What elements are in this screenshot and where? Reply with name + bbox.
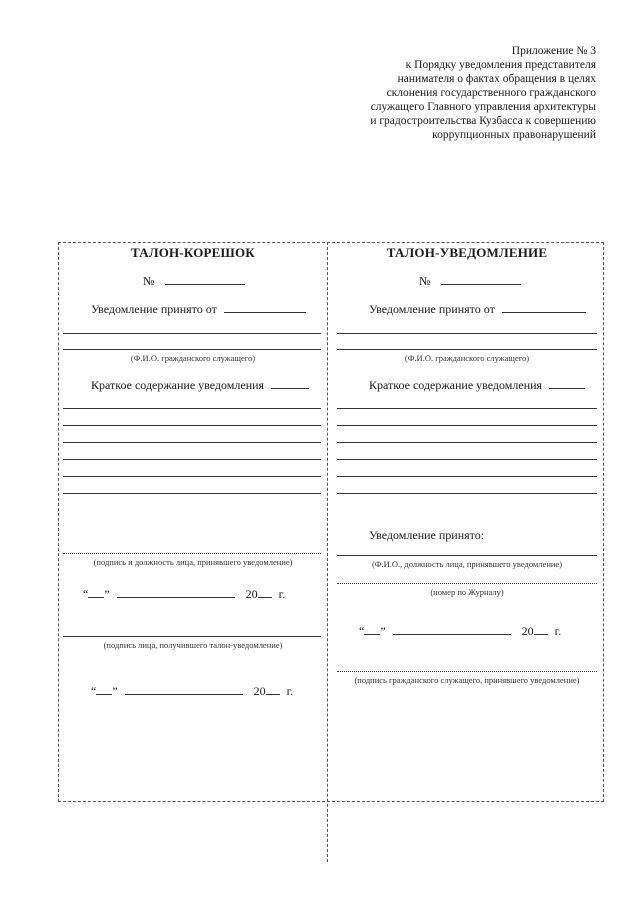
stub-date2-close-quote: ” [112,684,118,698]
stub-date-open-quote: “ [83,587,89,601]
stub-summary-row [91,378,309,393]
appendix-line: склонения государственного гражданского [386,87,596,99]
stub-receiver-line[interactable] [63,636,321,637]
stub-date-row [83,587,285,602]
stub-date-close-quote: ” [104,587,110,601]
stub-date2-year-field[interactable] [266,694,280,695]
notice-summary-line[interactable] [337,476,597,477]
stub-number-field[interactable] [165,284,245,285]
notice-summary-line[interactable] [337,493,597,494]
stub-summary-label: Краткое содержание уведомления [91,378,265,392]
notice-date-month-field[interactable] [393,634,511,635]
appendix-line: к Порядку уведомления представителя [405,59,596,71]
stub-summary-line[interactable] [63,493,321,494]
notification-form [58,242,604,802]
notice-signature-line[interactable] [337,671,597,672]
appendix-line: нанимателя о фактах обращения в целях [397,73,596,85]
notice-received-row [369,302,586,317]
notice-summary-field[interactable] [549,388,585,389]
notice-number-label: № [419,274,431,288]
appendix-line: служащего Главного управления архитектуры [370,101,596,113]
notice-journal-caption: (номер по Журналу) [430,587,504,597]
stub-date2-open-quote: “ [91,684,97,698]
notice-date-day-field[interactable] [364,634,380,635]
notice-journal-line[interactable] [337,583,597,584]
notice-received-label: Уведомление принято от [369,302,495,316]
stub-date2-day-field[interactable] [96,694,112,695]
appendix-line: коррупционных правонарушений [432,129,596,141]
stub-title: ТАЛОН-КОРЕШОК [131,245,255,260]
notice-summary-row [369,378,585,393]
notice-fio-position-caption: (Ф.И.О., должность лица, принявшего уведомление) [371,559,563,569]
stub-number-row [143,274,245,289]
notice-date-close-quote: ” [380,624,386,638]
stub-summary-line[interactable] [63,425,321,426]
stub-signature-caption: (подпись и должность лица, принявшего уведомление) [93,557,293,567]
notice-date-year-prefix: 20 [521,624,534,638]
notice-summary-label: Краткое содержание уведомления [369,378,543,392]
notice-date-year-field[interactable] [534,634,548,635]
stub-summary-line[interactable] [63,442,321,443]
stub-receiver-caption: (подпись лица, получившего талон-уведомление) [103,640,283,650]
stub-signature-line[interactable] [63,553,321,554]
appendix-header [296,44,596,142]
notice-summary-line[interactable] [337,425,597,426]
notice-accepted-line[interactable] [337,555,597,556]
notice-number-row [419,274,521,289]
appendix-line: Приложение № 3 [511,45,596,57]
notice-summary-line[interactable] [337,408,597,409]
stub-summary-field[interactable] [271,388,309,389]
notice-received-field[interactable] [502,312,586,313]
stub-date-year-field[interactable] [258,597,272,598]
stub-received-field[interactable] [224,312,306,313]
notice-signature-caption: (подпись гражданского служащего, принявшего уведомление) [354,675,580,685]
stub-fio-line[interactable] [63,349,321,350]
stub-date2-suffix: г. [286,684,294,698]
stub-date-month-field[interactable] [117,597,235,598]
notice-date-suffix: г. [554,624,562,638]
stub-fio-caption: (Ф.И.О. гражданского служащего) [130,353,256,363]
stub-date-suffix: г. [278,587,286,601]
stub-date2-row [91,684,293,699]
stub-received-label: Уведомление принято от [91,302,217,316]
stub-summary-line[interactable] [63,408,321,409]
notice-title: ТАЛОН-УВЕДОМЛЕНИЕ [386,245,548,260]
notice-fio-line[interactable] [337,333,597,334]
notice-fio-caption: (Ф.И.О. гражданского служащего) [404,353,530,363]
stub-date-day-field[interactable] [88,597,104,598]
stub-date-year-prefix: 20 [245,587,258,601]
notice-date-open-quote: “ [359,624,365,638]
notice-summary-line[interactable] [337,442,597,443]
notice-accepted-label: Уведомление принято: [369,528,485,542]
stub-fio-line[interactable] [63,333,321,334]
stub-summary-line[interactable] [63,459,321,460]
stub-date2-month-field[interactable] [125,694,243,695]
stub-summary-line[interactable] [63,476,321,477]
notice-date-row [359,624,561,639]
cut-line-divider [327,242,328,862]
stub-received-row [91,302,306,317]
notice-fio-line[interactable] [337,349,597,350]
notice-summary-line[interactable] [337,459,597,460]
notice-number-field[interactable] [441,284,521,285]
appendix-line: и градостроительства Кузбасса к совершению [370,115,596,127]
stub-date2-year-prefix: 20 [253,684,266,698]
stub-number-label: № [143,274,155,288]
